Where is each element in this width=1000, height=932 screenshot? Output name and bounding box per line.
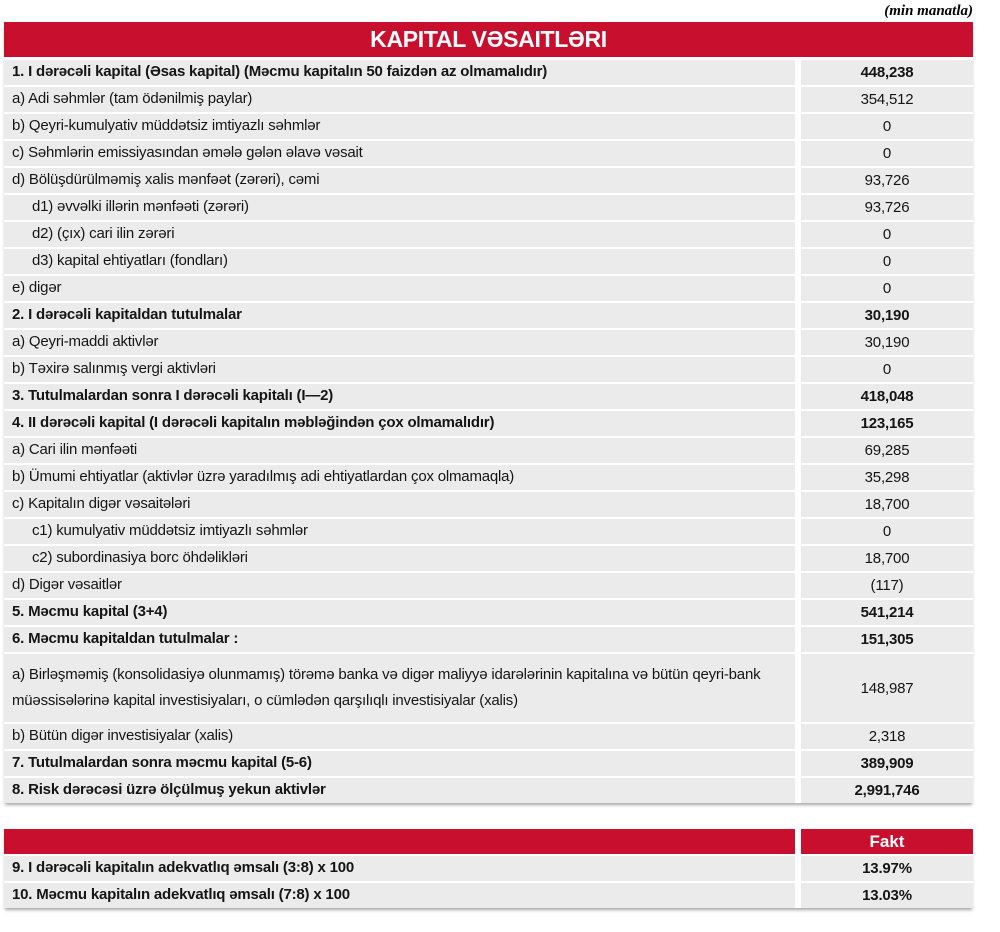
row-label: 6. Məcmu kapitaldan tutulmalar : — [4, 627, 795, 652]
table-row — [4, 654, 973, 722]
adequacy-header-row — [4, 829, 973, 854]
row-label: a) Adi səhmlər (tam ödənilmiş paylar) — [4, 87, 795, 112]
row-value: 69,285 — [801, 438, 973, 463]
row-value: 418,048 — [801, 384, 973, 409]
row-value: 2,318 — [801, 724, 973, 749]
row-value: 13.03% — [801, 883, 973, 908]
table-row — [4, 141, 973, 166]
table-row — [4, 546, 973, 571]
row-label: c) Səhmlərin emissiyasından əmələ gələn əlavə vəsait — [4, 141, 795, 166]
table-row — [4, 627, 973, 652]
adequacy-table — [4, 829, 973, 908]
table-row — [4, 492, 973, 517]
row-label: d2) (çıx) cari ilin zərəri — [4, 222, 795, 247]
table-row — [4, 168, 973, 193]
table-row — [4, 384, 973, 409]
row-value: 30,190 — [801, 330, 973, 355]
row-value: 389,909 — [801, 751, 973, 776]
row-label: a) Qeyri-maddi aktivlər — [4, 330, 795, 355]
table-gap — [0, 803, 1000, 829]
row-label: d1) əvvəlki illərin mənfəəti (zərəri) — [4, 195, 795, 220]
table-row — [4, 438, 973, 463]
row-value: 93,726 — [801, 195, 973, 220]
capital-table — [4, 22, 973, 803]
row-label: d3) kapital ehtiyatları (fondları) — [4, 249, 795, 274]
row-value: 2,991,746 — [801, 778, 973, 803]
units-note: (min manatla) — [884, 3, 973, 19]
row-value: 0 — [801, 114, 973, 139]
row-label: b) Ümumi ehtiyatlar (aktivlər üzrə yaradılmış adi ehtiyatlardan çox olmamaqla) — [4, 465, 795, 490]
table-row — [4, 276, 973, 301]
row-label: a) Birləşməmiş (konsolidasiyə olunmamış) törəmə banka və digər maliyyə idarələrinin kapitalına və bütün qeyri-bank müəssisələrinə kapital investisiyaları, o cümlədən qarşılıqlı investisiyalar (xalis) — [4, 654, 795, 722]
table-row — [4, 222, 973, 247]
row-label: 4. II dərəcəli kapital (I dərəcəli kapitalın məbləğindən çox olmamalıdır) — [4, 411, 795, 436]
table-row — [4, 465, 973, 490]
row-value: 541,214 — [801, 600, 973, 625]
row-label: 9. I dərəcəli kapitalın adekvatlıq əmsalı (3:8) x 100 — [4, 856, 795, 881]
row-label: c) Kapitalın digər vəsaitələri — [4, 492, 795, 517]
row-value: 0 — [801, 519, 973, 544]
table-row — [4, 357, 973, 382]
row-value: 0 — [801, 222, 973, 247]
row-value: 354,512 — [801, 87, 973, 112]
row-value: 18,700 — [801, 492, 973, 517]
table-row — [4, 751, 973, 776]
table-row — [4, 724, 973, 749]
table-row — [4, 303, 973, 328]
row-label: 8. Risk dərəcəsi üzrə ölçülmuş yekun aktivlər — [4, 778, 795, 803]
row-label: 10. Məcmu kapitalın adekvatlıq əmsalı (7:8) x 100 — [4, 883, 795, 908]
row-value: 13.97% — [801, 856, 973, 881]
adequacy-table-rows — [4, 856, 973, 908]
row-value: 123,165 — [801, 411, 973, 436]
row-label: 1. I dərəcəli kapital (Əsas kapital) (Məcmu kapitalın 50 faizdən az olmamalıdır) — [4, 60, 795, 85]
row-value: 0 — [801, 249, 973, 274]
row-label: b) Bütün digər investisiyalar (xalis) — [4, 724, 795, 749]
row-value: 18,700 — [801, 546, 973, 571]
capital-table-rows — [4, 60, 973, 803]
row-value: 151,305 — [801, 627, 973, 652]
adequacy-header-fakt-cell: Fakt — [801, 829, 973, 854]
table-row — [4, 114, 973, 139]
table-row — [4, 411, 973, 436]
table-row — [4, 330, 973, 355]
row-value: 35,298 — [801, 465, 973, 490]
table-row — [4, 778, 973, 803]
row-label: 2. I dərəcəli kapitaldan tutulmalar — [4, 303, 795, 328]
row-label: b) Qeyri-kumulyativ müddətsiz imtiyazlı səhmlər — [4, 114, 795, 139]
table-row — [4, 195, 973, 220]
table-row — [4, 60, 973, 85]
row-label: e) digər — [4, 276, 795, 301]
table-row — [4, 573, 973, 598]
row-value: 93,726 — [801, 168, 973, 193]
row-label: b) Təxirə salınmış vergi aktivləri — [4, 357, 795, 382]
table-row — [4, 249, 973, 274]
row-label: 7. Tutulmalardan sonra məcmu kapital (5-6) — [4, 751, 795, 776]
row-label: 3. Tutulmalardan sonra I dərəcəli kapitalı (I—2) — [4, 384, 795, 409]
row-value: 0 — [801, 276, 973, 301]
row-value: 0 — [801, 357, 973, 382]
table-row — [4, 856, 973, 881]
table-row — [4, 883, 973, 908]
row-label: 5. Məcmu kapital (3+4) — [4, 600, 795, 625]
table-row — [4, 600, 973, 625]
row-label: d) Digər vəsaitlər — [4, 573, 795, 598]
row-value: 448,238 — [801, 60, 973, 85]
row-label: d) Bölüşdürülməmiş xalis mənfəət (zərəri), cəmi — [4, 168, 795, 193]
adequacy-header-empty-cell — [4, 829, 795, 854]
row-label: c2) subordinasiya borc öhdəlikləri — [4, 546, 795, 571]
row-value: 30,190 — [801, 303, 973, 328]
row-label: c1) kumulyativ müddətsiz imtiyazlı səhmlər — [4, 519, 795, 544]
table-row — [4, 519, 973, 544]
table-row — [4, 87, 973, 112]
row-value: 148,987 — [801, 654, 973, 722]
row-label: a) Cari ilin mənfəəti — [4, 438, 795, 463]
row-value: 0 — [801, 141, 973, 166]
table-title: KAPITAL VƏSAITLƏRI — [4, 22, 973, 57]
row-value: (117) — [801, 573, 973, 598]
